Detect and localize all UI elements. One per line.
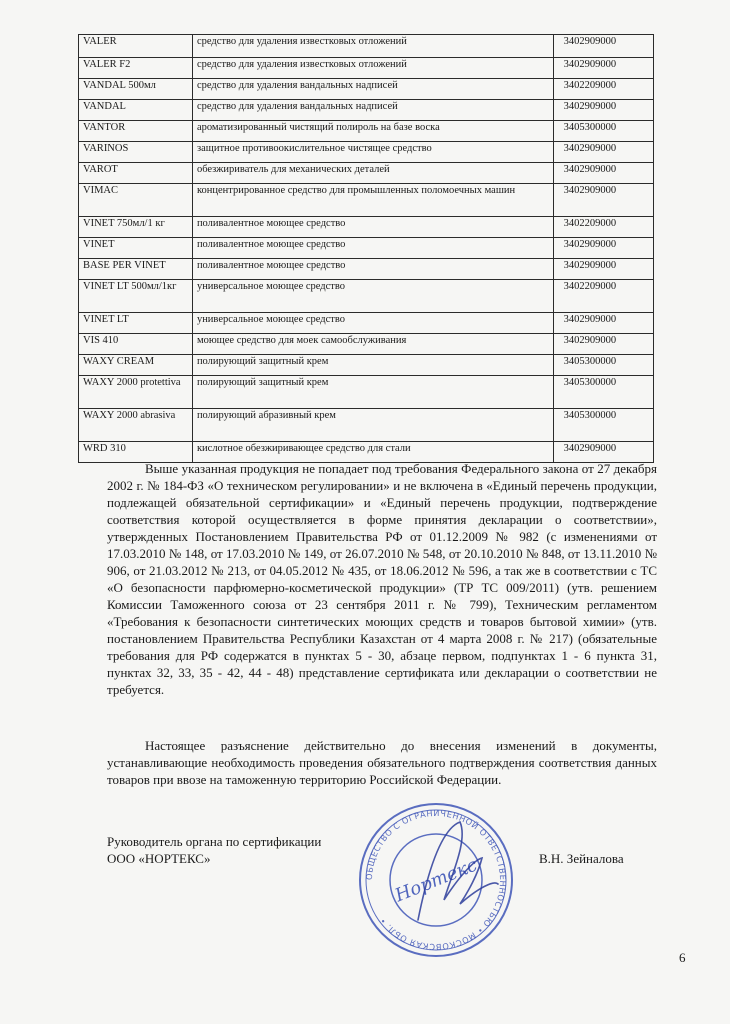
table-row [79,334,654,355]
company-stamp-icon [348,800,524,960]
product-code-cell: 3402909000 [553,442,653,463]
product-code-cell: 3405300000 [553,355,653,376]
product-name-cell: BASE PER VINET [79,259,193,280]
table-row [79,79,654,100]
table-row [79,376,654,409]
product-name-cell: VANDAL [79,100,193,121]
signatory-position [107,833,321,867]
product-description-cell: поливалентное моющее средство [192,259,553,280]
signatory-position-line: Руководитель органа по сертификации [107,834,322,849]
product-description-cell: моющее средство для моек самообслуживания [192,334,553,355]
product-name-cell: VALER [79,35,193,58]
product-description-cell: средство для удаления вандальных надписей [192,79,553,100]
product-name-cell: VINET LT [79,313,193,334]
product-code-cell: 3402909000 [553,238,653,259]
product-code-cell: 3402909000 [553,259,653,280]
table-row [79,121,654,142]
product-name-cell: VINET 750мл/1 кг [79,217,193,238]
product-name-cell: VANTOR [79,121,193,142]
product-description-cell: поливалентное моющее средство [192,217,553,238]
product-name-cell: WAXY CREAM [79,355,193,376]
product-description-cell: поливалентное моющее средство [192,238,553,259]
product-description-cell: полирующий защитный крем [192,376,553,409]
table-row [79,35,654,58]
product-description-cell: полирующий абразивный крем [192,409,553,442]
product-name-cell: VIS 410 [79,334,193,355]
product-name-cell: WAXY 2000 protettiva [79,376,193,409]
product-code-cell: 3402209000 [553,280,653,313]
product-name-cell: VAROT [79,163,193,184]
product-name-cell: VALER F2 [79,58,193,79]
product-code-cell: 3402909000 [553,100,653,121]
table-row [79,355,654,376]
product-description-cell: универсальное моющее средство [192,280,553,313]
product-description-cell: средство для удаления вандальных надписей [192,100,553,121]
table-row [79,142,654,163]
product-code-cell: 3402209000 [553,79,653,100]
table-row [79,280,654,313]
table-row [79,259,654,280]
product-name-cell: VANDAL 500мл [79,79,193,100]
stamp-center-text: Нортекс [392,854,481,907]
table-row [79,100,654,121]
product-name-cell: VIMAC [79,184,193,217]
signer-name: В.Н. Зейналова [539,851,624,866]
table-row [79,58,654,79]
product-description-cell: ароматизированный чистящий полироль на базе воска [192,121,553,142]
table-row [79,313,654,334]
product-code-cell: 3402909000 [553,163,653,184]
validity-paragraph: Настоящее разъяснение действительно до внесения изменений в документы, устанавливающие необходимость проведения обязательного подтверждения соответствия данных товаров при ввозе на таможенную территорию Российской Федерации. [107,738,657,787]
product-code-cell: 3402909000 [553,184,653,217]
product-name-cell: WAXY 2000 abrasiva [79,409,193,442]
product-name-cell: VINET LT 500мл/1кг [79,280,193,313]
product-code-cell: 3402909000 [553,142,653,163]
product-description-cell: защитное противоокислительное чистящее средство [192,142,553,163]
product-description-cell: средство для удаления известковых отложений [192,58,553,79]
product-code-cell: 3405300000 [553,121,653,142]
explanation-paragraph: Выше указанная продукция не попадает под требования Федерального закона от 27 декабря 2002 г. № 184-ФЗ «О техническом регулировании» и не включена в «Единый перечень продукции, подлежащей обязательной сертификации» и «Единый перечень продукции, подтверждение соответствия которой осуществляется в форме принятия декларации о соответствии», утвержденных Постановлением Правительства РФ от 01.12.2009 № 982 (с изменениями от 17.03.2010 № 148, от 17.03.2010 № 149, от 26.07.2010 № 548, от 20.10.2010 № 848, от 13.11.2010 № 906, от 21.03.2012 № 213, от 04.05.2012 № 435, от 18.06.2012 № 596, а так же в соответствии с ТС «О безопасности парфюмерно-косметической продукции» (ТР ТС 009/2011) (утв. решением Комиссии Таможенного союза от 23 сентября 2011 г. № 799), Техническим регламентом «Требования к безопасности синтетических моющих средств и товаров бытовой химии» (утв. постановлением Правительства Республики Казахстан от 4 марта 2008 г. № 217) (обязательные требования для РФ содержатся в пунктах 5 - 30, абзаце первом, подпунктах 1 - 6 пункта 31, пунктах 32, 33, 35 - 42, 44 - 48) представление сертификата или декларации о соответствии не требуется. [107,461,657,697]
product-description-cell: универсальное моющее средство [192,313,553,334]
product-name-cell: VINET [79,238,193,259]
table-row [79,238,654,259]
product-name-cell: VARINOS [79,142,193,163]
table-row [79,217,654,238]
products-table-body [79,35,654,463]
product-description-cell: концентрированное средство для промышленных поломоечных машин [192,184,553,217]
product-code-cell: 3402909000 [553,58,653,79]
products-table [78,34,654,463]
product-code-cell: 3402909000 [553,334,653,355]
product-code-cell: 3405300000 [553,376,653,409]
product-name-cell: WRD 310 [79,442,193,463]
stamp-ring-text: ОБЩЕСТВО С ОГРАНИЧЕННОЙ ОТВЕТСТВЕННОСТЬЮ • МОСКОВСКАЯ ОБЛ. • [363,807,509,953]
product-code-cell: 3402909000 [553,313,653,334]
table-row [79,409,654,442]
page-number: 6 [679,950,686,965]
product-description-cell: средство для удаления известковых отложений [192,35,553,58]
product-code-cell: 3402209000 [553,217,653,238]
product-code-cell: 3405300000 [553,409,653,442]
table-row [79,184,654,217]
product-description-cell: полирующий защитный крем [192,355,553,376]
product-description-cell: кислотное обезжиривающее средство для стали [192,442,553,463]
product-description-cell: обезжириватель для механических деталей [192,163,553,184]
table-row [79,163,654,184]
organization-name: ООО «НОРТЕКС» [107,851,211,866]
product-code-cell: 3402909000 [553,35,653,58]
